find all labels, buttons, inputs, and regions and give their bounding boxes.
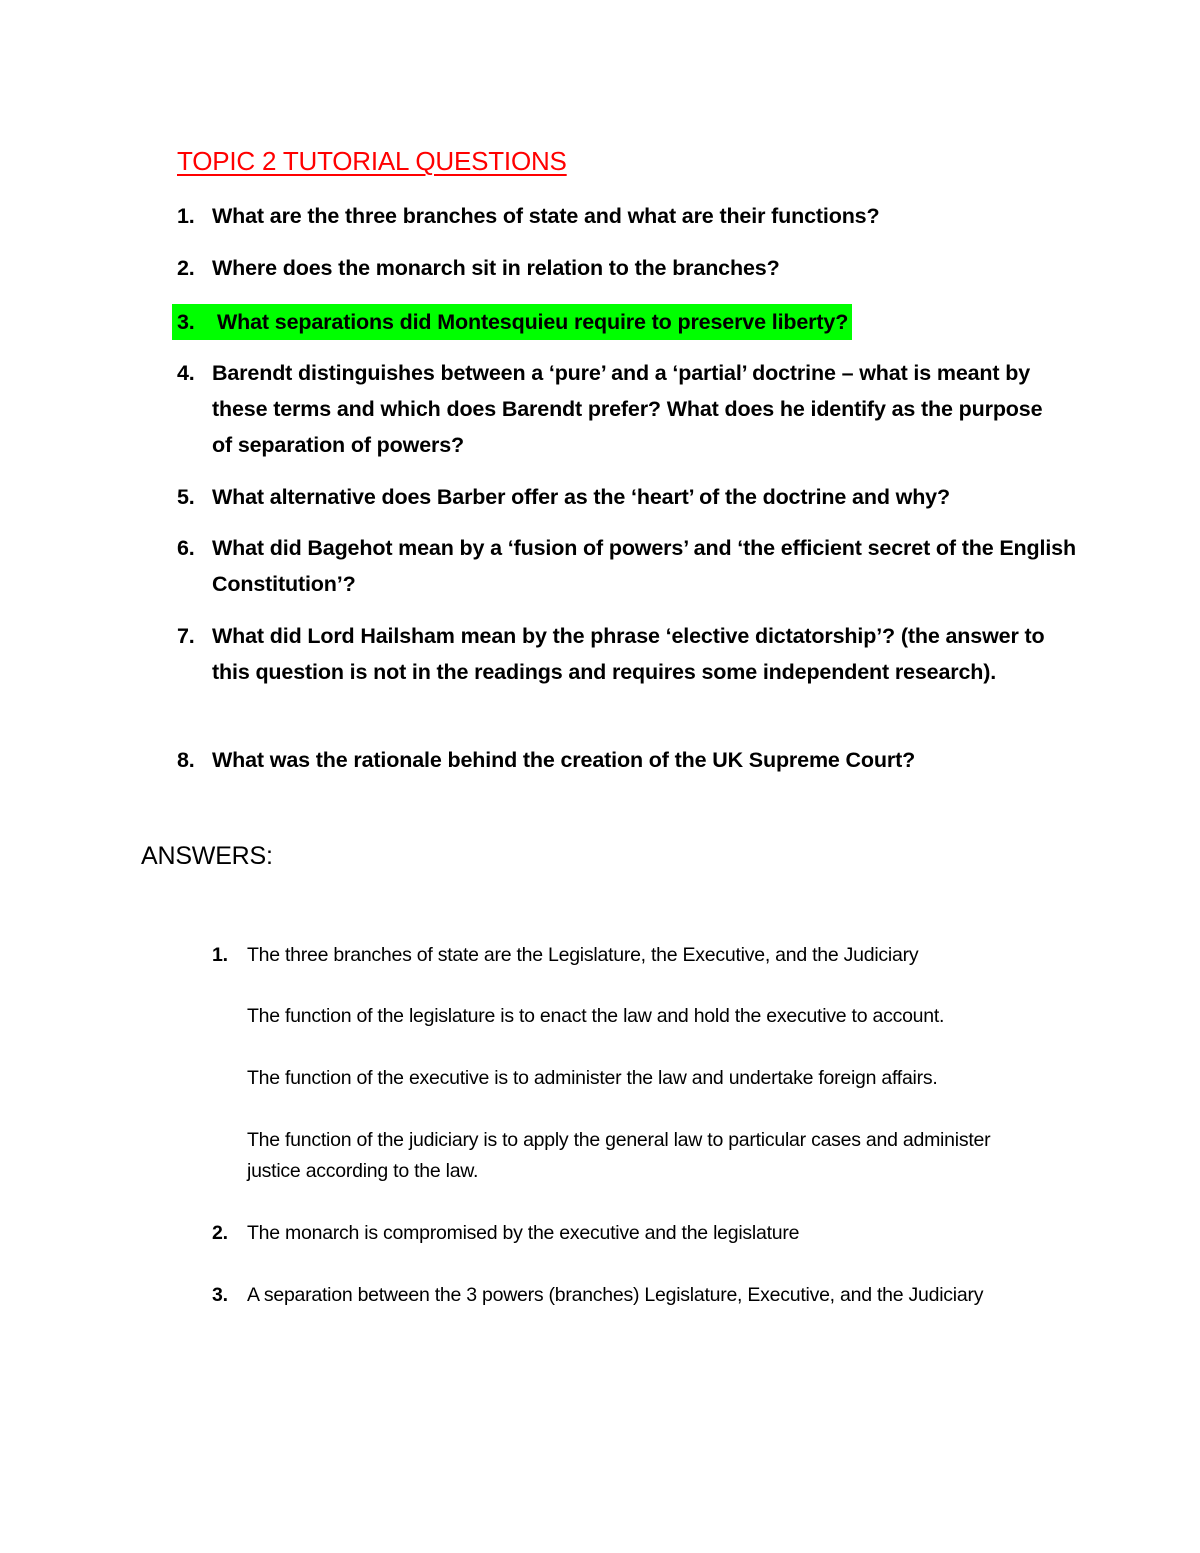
question-text: What did Bagehot mean by a ‘fusion of powers’ and ‘the efficient secret of the English Constitution’? bbox=[212, 536, 1076, 596]
question-item bbox=[177, 250, 997, 286]
answer-number: 1. bbox=[212, 944, 228, 966]
answer-number: 3. bbox=[212, 1284, 228, 1306]
question-item bbox=[177, 355, 1047, 463]
answer-text: The monarch is compromised by the executive and the legislature bbox=[247, 1222, 800, 1244]
question-item-highlighted bbox=[172, 304, 852, 340]
question-number: 1. bbox=[177, 204, 195, 228]
question-text: What did Lord Hailsham mean by the phrase ‘elective dictatorship’? (the answer to this question is not in the readings and requires some independent research). bbox=[212, 624, 1045, 684]
question-text: What separations did Montesquieu require to preserve liberty? bbox=[217, 310, 849, 334]
question-text: Barendt distinguishes between a ‘pure’ and a ‘partial’ doctrine – what is meant by these terms and which does Barendt prefer? What does he identify as the purpose of separation of powers? bbox=[212, 361, 1043, 457]
page-title: TOPIC 2 TUTORIAL QUESTIONS bbox=[177, 146, 567, 176]
answer-number: 2. bbox=[212, 1222, 228, 1244]
question-text: What are the three branches of state and what are their functions? bbox=[212, 204, 880, 228]
answer-paragraph: The function of the legislature is to enact the law and hold the executive to account. bbox=[247, 1005, 945, 1027]
question-item bbox=[177, 198, 997, 234]
question-number: 2. bbox=[177, 256, 195, 280]
question-text: Where does the monarch sit in relation to the branches? bbox=[212, 256, 780, 280]
question-item bbox=[177, 618, 1047, 690]
question-number: 8. bbox=[177, 748, 195, 772]
question-number: 6. bbox=[177, 536, 195, 560]
answer-text: A separation between the 3 powers (branches) Legislature, Executive, and the Judiciary bbox=[247, 1284, 984, 1306]
question-item bbox=[177, 530, 1077, 602]
question-text: What alternative does Barber offer as the ‘heart’ of the doctrine and why? bbox=[212, 485, 950, 509]
question-number: 4. bbox=[177, 361, 195, 385]
answer-item bbox=[212, 1218, 1032, 1249]
answer-item bbox=[212, 1280, 1002, 1311]
question-item bbox=[177, 742, 1077, 778]
answer-paragraph: The function of the executive is to administer the law and undertake foreign affairs. bbox=[247, 1067, 938, 1089]
question-text: What was the rationale behind the creation of the UK Supreme Court? bbox=[212, 748, 916, 772]
answer-text: The three branches of state are the Legislature, the Executive, and the Judiciary bbox=[247, 944, 919, 966]
question-number: 3. bbox=[177, 310, 195, 334]
question-number: 5. bbox=[177, 485, 195, 509]
answer-item bbox=[212, 940, 1032, 971]
question-item bbox=[177, 479, 1097, 515]
answers-heading: ANSWERS: bbox=[141, 842, 273, 870]
question-number: 7. bbox=[177, 624, 195, 648]
answer-paragraph: The function of the judiciary is to apply the general law to particular cases and administer justice according to the law. bbox=[247, 1129, 991, 1182]
